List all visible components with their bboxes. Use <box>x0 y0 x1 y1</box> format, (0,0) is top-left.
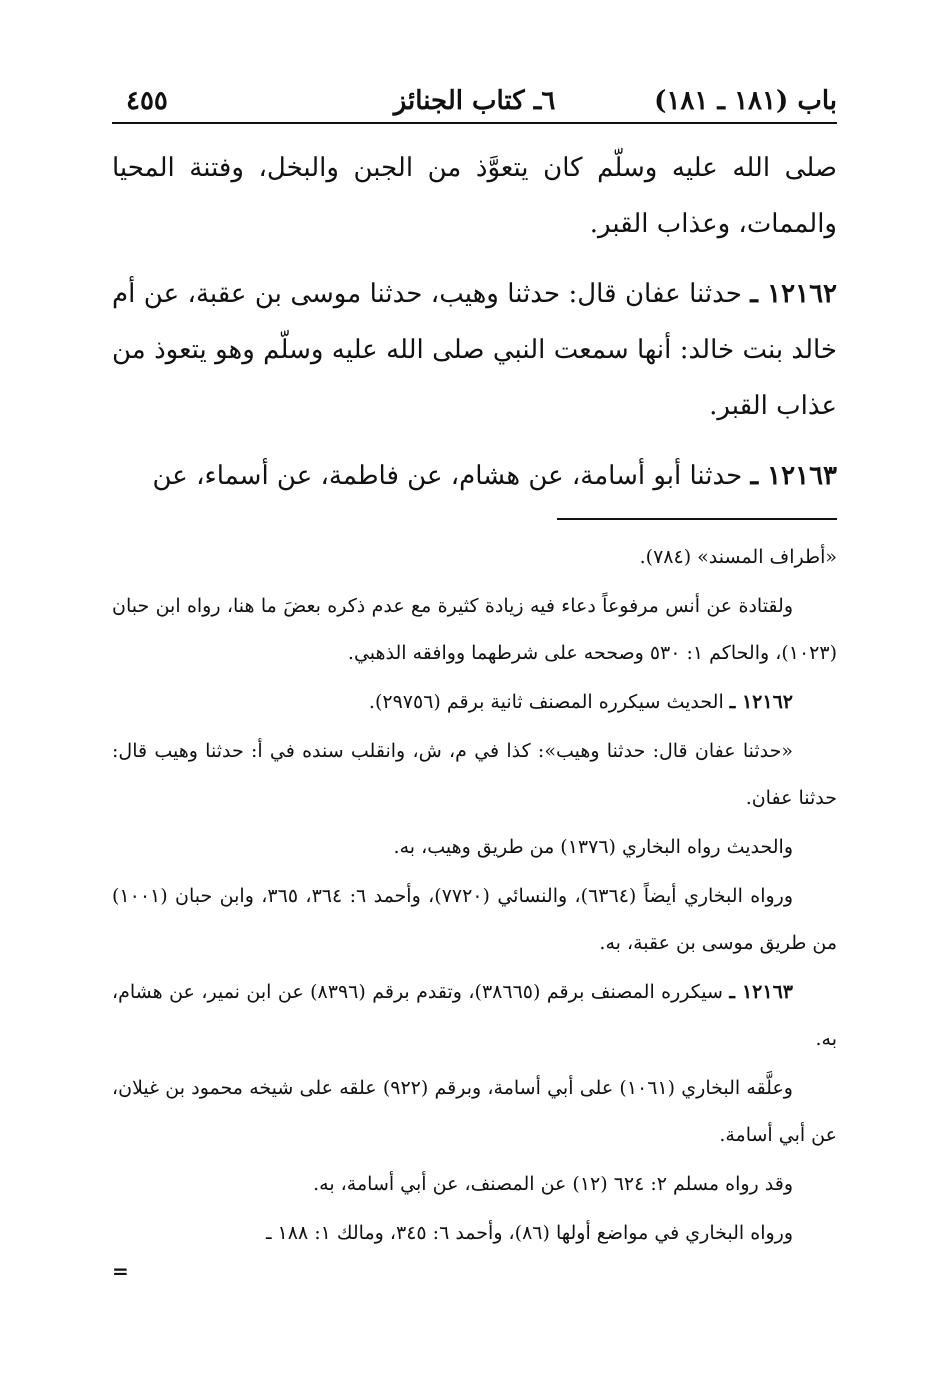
footnote-separator <box>557 518 837 520</box>
chapter-heading: باب (١٨١ ـ ١٨١) <box>654 86 837 116</box>
footnote-paragraph <box>112 1065 837 1159</box>
footnote-paragraph <box>112 873 837 967</box>
hadith-number: ١٢١٦٢ ـ <box>750 279 837 309</box>
footnote-text: ورواه البخاري في مواضع أولها (٨٦)، وأحمد ٦: ٣٤٥، ومالك ١: ١٨٨ ـ <box>265 1222 793 1244</box>
footnote-text: وقد رواه مسلم ٢: ٦٢٤ (١٢) عن المصنف، عن أبي أسامة، به. <box>313 1173 793 1195</box>
footnote-number: ١٢١٦٣ ـ <box>729 981 793 1003</box>
footnote-text: «حدثنا عفان قال: حدثنا وهيب»: كذا في م، ش، وانقلب سنده في أ: حدثنا وهيب قال: حدثنا عفان. <box>112 740 837 809</box>
footnote-paragraph <box>112 824 837 871</box>
book-title: ٦ـ كتاب الجنائز <box>393 86 556 116</box>
hadith-text: حدثنا عفان قال: حدثنا وهيب، حدثنا موسى بن عقبة، عن أم خالد بنت خالد: أنها سمعت النبي صلى الله عليه وسلّم وهو يتعوذ من عذاب القبر. <box>112 279 837 421</box>
hadith-paragraph <box>112 140 837 252</box>
footnote-paragraph <box>112 728 837 822</box>
hadith-text: صلى الله عليه وسلّم كان يتعوَّذ من الجبن والبخل، وفتنة المحيا والممات، وعذاب القبر. <box>112 153 837 239</box>
footnote-text: ورواه البخاري أيضاً (٦٣٦٤)، والنسائي (٧٧٢٠)، وأحمد ٦: ٣٦٤، ٣٦٥، وابن حبان (١٠٠١) من طريق موسى بن عقبة، به. <box>112 885 837 954</box>
continuation-mark: = <box>112 1259 129 1283</box>
footnote-text: الحديث سيكرره المصنف ثانية برقم (٢٩٧٥٦). <box>368 691 730 713</box>
footnote-paragraph <box>112 534 837 581</box>
footnote-text: والحديث رواه البخاري (١٣٧٦) من طريق وهيب، به. <box>393 836 793 858</box>
footnote-paragraph <box>112 1161 837 1208</box>
footnote-paragraph <box>112 583 837 677</box>
hadith-paragraph <box>112 448 837 504</box>
footnote-number: ١٢١٦٢ ـ <box>729 691 793 713</box>
footnote-text: «أطراف المسند» (٧٨٤). <box>639 546 837 568</box>
footnote-paragraph <box>112 679 837 726</box>
footnote-paragraph <box>112 969 837 1063</box>
page-header <box>112 78 837 124</box>
page-number: ٤٥٥ <box>126 86 168 116</box>
main-text <box>112 140 837 504</box>
footnote-text: ولقتادة عن أنس مرفوعاً دعاء فيه زيادة كثيرة مع عدم ذكره بعضَ ما هنا، رواه ابن حبان (١٠٢٣)، والحاكم ١: ٥٣٠ وصححه على شرطهما ووافقه الذهبي. <box>112 595 837 664</box>
hadith-number: ١٢١٦٣ ـ <box>750 461 837 491</box>
footnote-text: سيكرره المصنف برقم (٣٨٦٦٥)، وتقدم برقم (٨٣٩٦) عن ابن نمير، عن هشام، به. <box>112 981 837 1050</box>
hadith-text: حدثنا أبو أسامة، عن هشام، عن فاطمة، عن أسماء، عن <box>152 461 751 491</box>
book-page <box>112 78 837 1358</box>
footnotes <box>112 534 837 1283</box>
footnote-text: وعلَّقه البخاري (١٠٦١) على أبي أسامة، وبرقم (٩٢٢) علقه على شيخه محمود بن غيلان، عن أبي أسامة. <box>112 1077 837 1146</box>
hadith-paragraph <box>112 266 837 434</box>
footnote-paragraph <box>112 1210 837 1257</box>
